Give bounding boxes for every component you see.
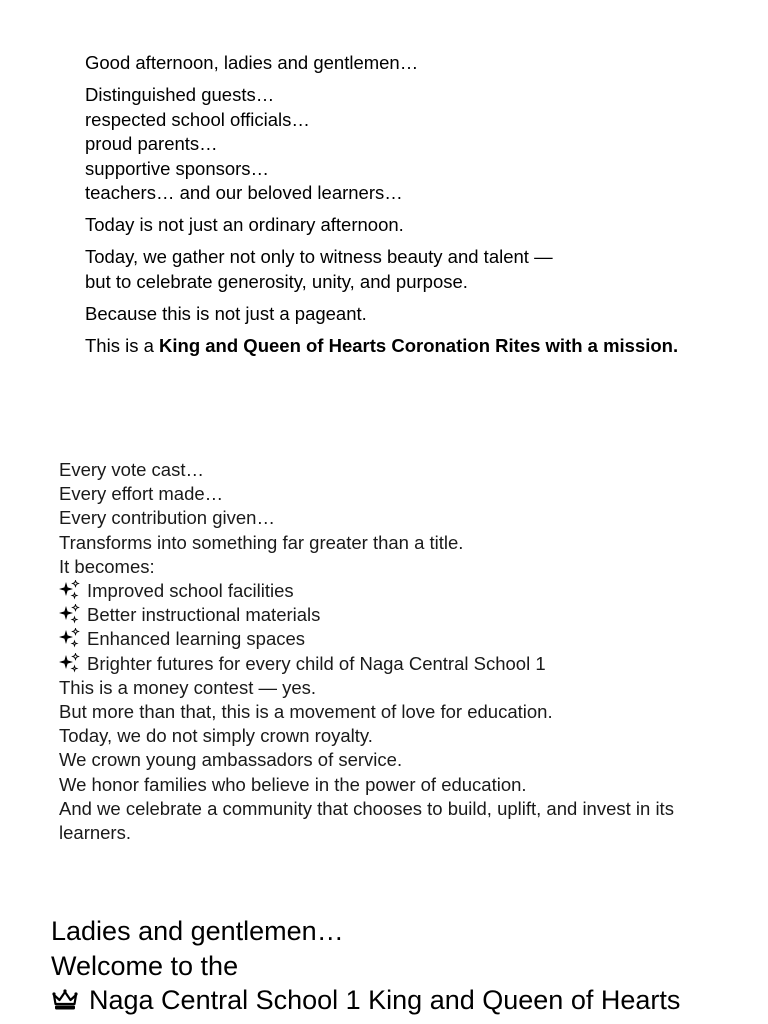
- greeting-line: Good afternoon, ladies and gentlemen…: [85, 52, 419, 73]
- sparkles-icon: [59, 580, 81, 600]
- sparkles-icon: [59, 604, 81, 624]
- gather-line: but to celebrate generosity, unity, and purpose.: [85, 270, 468, 292]
- text-line: Every contribution given…: [59, 507, 275, 529]
- text-line: Every vote cast…: [59, 459, 204, 480]
- benefit-item: [59, 603, 709, 627]
- guest-line: proud parents…: [85, 133, 218, 154]
- text-line: It becomes:: [59, 555, 155, 577]
- mission-paragraph: [85, 334, 685, 359]
- text-line: This is a money contest — yes.: [59, 676, 317, 698]
- guest-line: respected school officials…: [85, 108, 310, 130]
- gather-paragraph: [85, 245, 685, 294]
- ordinary-line: Today is not just an ordinary afternoon.: [85, 214, 404, 235]
- event-title: [51, 983, 761, 1018]
- text-line: But more than that, this is a movement of love for education.: [59, 701, 553, 723]
- middle-section: [59, 458, 709, 845]
- mission-title: King and Queen of Hearts Coronation Rites with a mission.: [159, 334, 679, 356]
- pageant-line: Because this is not just a pageant.: [85, 302, 367, 324]
- guest-line: Distinguished guests…: [85, 84, 275, 105]
- text-line: And we celebrate a community that chooses to build, uplift, and invest in its learners.: [59, 797, 674, 844]
- closing-line: Welcome to the: [51, 950, 239, 981]
- benefit-label: Improved school facilities: [87, 580, 294, 602]
- benefit-label: Brighter futures for every child of Naga Central School 1: [87, 652, 546, 674]
- benefit-label: Better instructional materials: [87, 604, 321, 626]
- mission-prefix: This is a: [85, 334, 160, 356]
- benefit-label: Enhanced learning spaces: [87, 628, 306, 650]
- sparkles-icon: [59, 628, 81, 648]
- event-name: Naga Central School 1 King and Queen of Hearts: [89, 985, 681, 1015]
- closing-section: [51, 914, 761, 1018]
- text-line: Today, we do not simply crown royalty.: [59, 725, 373, 747]
- guest-line: supportive sponsors…: [85, 157, 270, 179]
- gather-line: Today, we gather not only to witness beauty and talent —: [85, 246, 553, 267]
- text-line: Every effort made…: [59, 483, 224, 505]
- closing-line: Ladies and gentlemen…: [51, 916, 344, 946]
- guest-line: teachers… and our beloved learners…: [85, 182, 403, 203]
- text-line: We honor families who believe in the power of education.: [59, 773, 527, 795]
- text-line: Transforms into something far greater than a title.: [59, 531, 464, 553]
- benefit-item: [59, 627, 709, 651]
- intro-section: [85, 51, 685, 366]
- benefit-item: [59, 652, 709, 676]
- crown-icon: [51, 989, 79, 1011]
- benefit-item: [59, 579, 709, 603]
- sparkles-icon: [59, 653, 81, 673]
- guests-paragraph: [85, 83, 685, 206]
- text-line: We crown young ambassadors of service.: [59, 749, 403, 771]
